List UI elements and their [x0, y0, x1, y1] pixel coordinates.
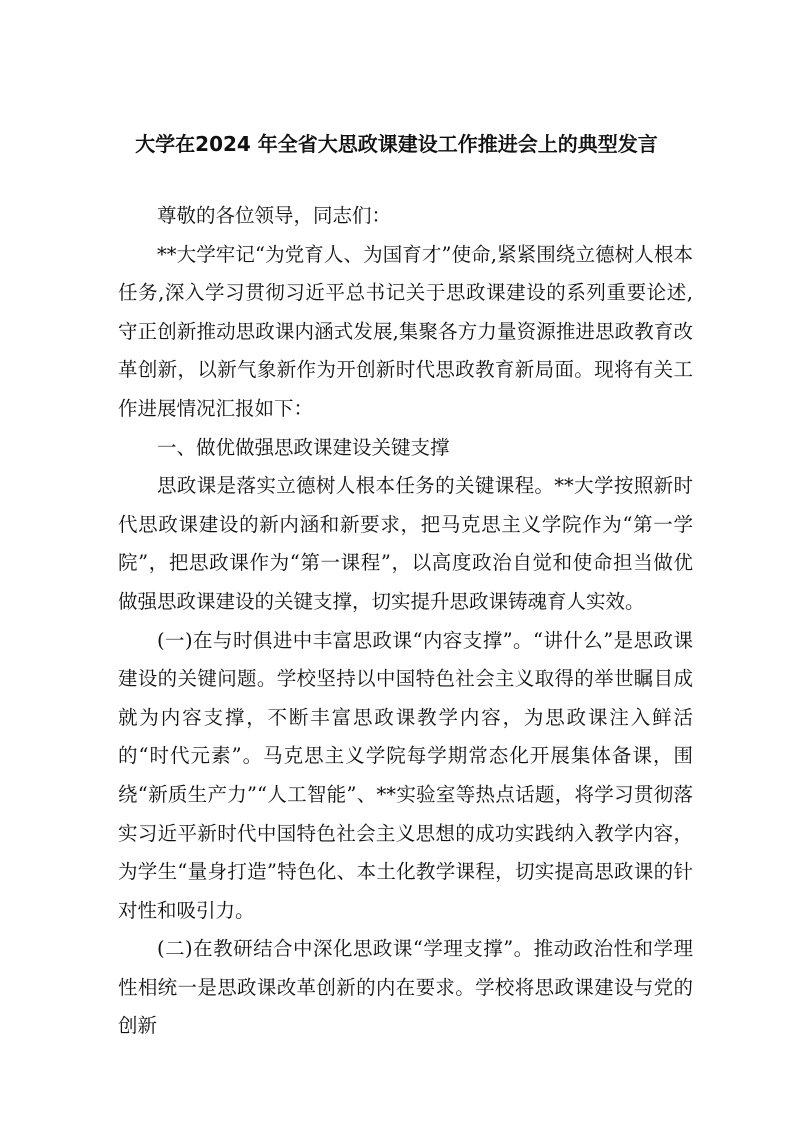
section-1-paragraph: 思政课是落实立德树人根本任务的关键课程。**大学按照新时代思政课建设的新内涵和新要求，把马克思主义学院作为“第一学院”，把思政课作为“第一课程”，以高度政治自觉和使命担当做优做强思政课建设的关键支撑，切实提升思政课铸魂育人实效。	[118, 474, 693, 613]
salutation-paragraph: 尊敬的各位领导，同志们：	[157, 204, 392, 227]
section-heading-1: 一、做优做强思政课建设关键支撑	[157, 435, 450, 459]
subsection-1-paragraph: (一)在与时俱进中丰富思政课“内容支撑”。“讲什么”是思政课建设的关键问题。学校坚持以中国特色社会主义取得的举世瞩目成就为内容支撑，不断丰富思政课教学内容，为思政课注入鲜活的“时代元素”。马克思主义学院每学期常态化开展集体备课，围绕“新质生产力”“人工智能”、**实验室等热点话题，将学习贯彻落实习近平新时代中国特色社会主义思想的成功实践纳入教学内容，为学生“量身打造”特色化、本土化教学课程，切实提高思政课的针对性和吸引力。	[118, 628, 693, 922]
document-body	[118, 197, 693, 1046]
subsection-2-paragraph: (二)在教研结合中深化思政课“学理支撑”。推动政治性和学理性相统一是思政课改革创新的内在要求。学校将思政课建设与党的创新	[118, 937, 693, 1038]
document-title: 大学在2024 年全省大思政课建设工作推进会上的典型发言	[135, 132, 658, 156]
intro-paragraph: **大学牢记“为党育人、为国育才”使命,紧紧围绕立德树人根本任务,深入学习贯彻习近平总书记关于思政课建设的系列重要论述,守正创新推动思政课内涵式发展,集聚各方力量资源推进思政教育改革创新，以新气象新作为开创新时代思政教育新局面。现将有关工作进展情况汇报如下：	[118, 242, 693, 420]
